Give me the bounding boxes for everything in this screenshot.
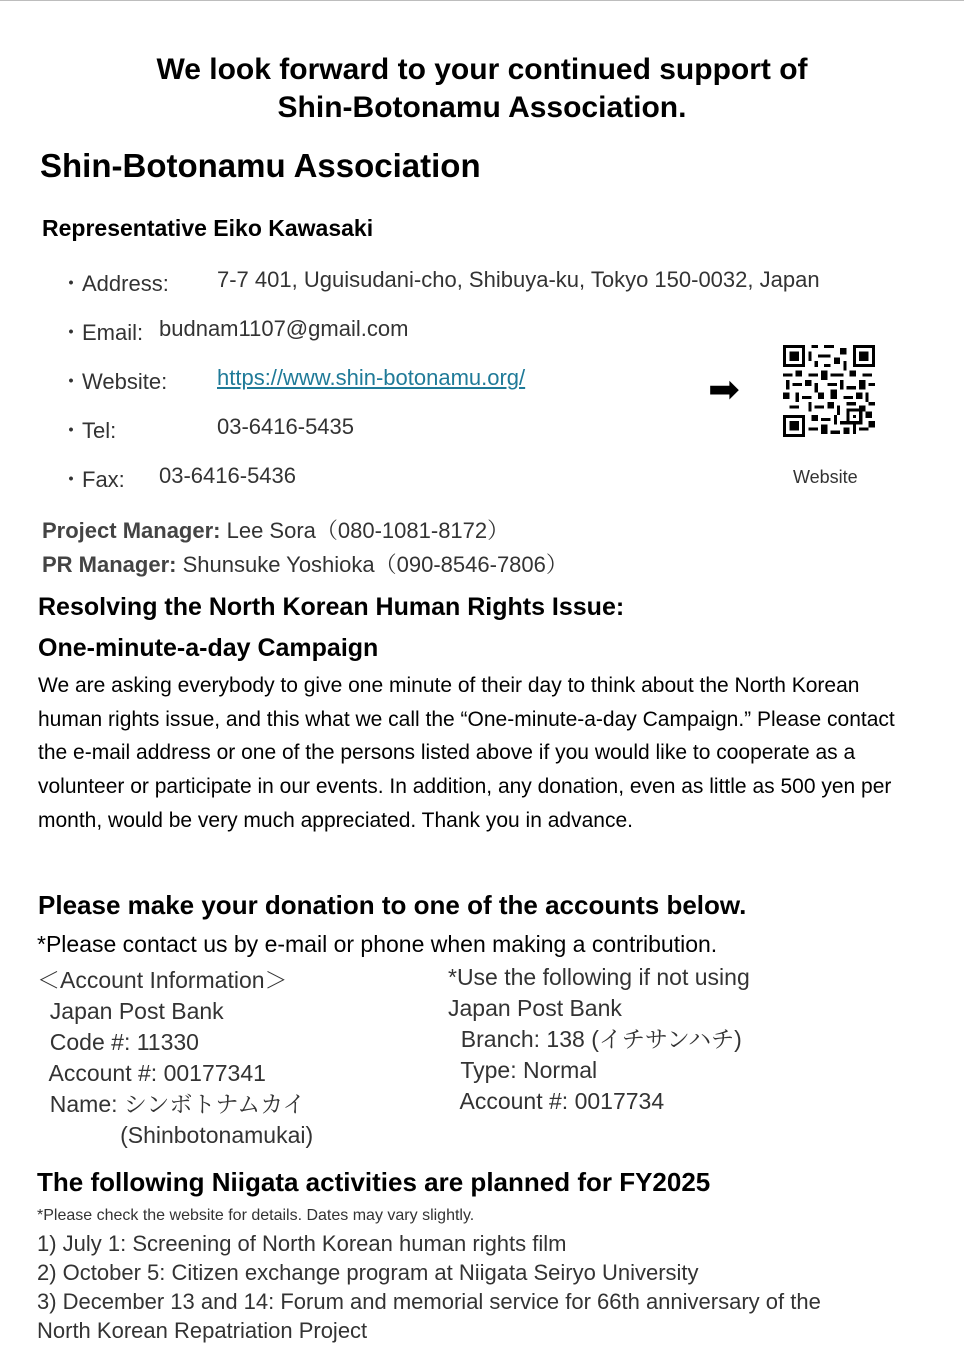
account-right-line: Account #: 0017734 xyxy=(448,1088,665,1114)
campaign-body: We are asking everybody to give one minute of their day to think about the North Korean human rights issue, and this what we call the “One-minute-a-day Campaign.” Please contact the e-mail address or one of the persons listed above if you would like to cooperate as a volunteer or participate in our events. In addition, any donation, even as little as 500 yen per month, would be very much appreciated. Thank you in advance. xyxy=(38,674,895,832)
account-right-line: Branch: 138 (イチサンハチ) xyxy=(448,1026,742,1052)
donation-title: Please make your donation to one of the accounts below. xyxy=(38,890,747,920)
activity-item: 2) October 5: Citizen exchange program at Niigata Seiryo University xyxy=(37,1260,699,1285)
donation-note: *Please contact us by e-mail or phone when making a contribution. xyxy=(37,931,718,957)
account-left-line: ＜Account Information＞ xyxy=(37,967,288,993)
account-left-line: Name: シンボトナムカイ xyxy=(37,1091,306,1117)
activity-item: North Korean Repatriation Project xyxy=(37,1318,368,1343)
website-row xyxy=(60,365,660,393)
website-label: ・Website: xyxy=(60,369,168,394)
headline-line-2: Shin-Botonamu Association. xyxy=(277,91,687,124)
address-row xyxy=(60,267,920,295)
activity-item: 1) July 1: Screening of North Korean human rights film xyxy=(37,1231,567,1256)
pr-manager-label: PR Manager: xyxy=(42,552,177,577)
email-label: ・Email: xyxy=(60,320,144,345)
pr-manager xyxy=(42,548,568,579)
account-right-line: *Use the following if not using xyxy=(448,964,750,990)
representative: Representative Eiko Kawasaki xyxy=(42,215,374,241)
organization-name: Shin-Botonamu Association xyxy=(40,147,481,184)
tel-value: 03-6416-5435 xyxy=(217,414,355,439)
activities-note: *Please check the website for details. Dates may vary slightly. xyxy=(37,1207,475,1224)
project-manager xyxy=(42,514,509,545)
project-manager-label: Project Manager: xyxy=(42,518,221,543)
pr-manager-value: Shunsuke Yoshioka（090-8546-7806） xyxy=(176,552,568,577)
email-value[interactable]: budnam1107@gmail.com xyxy=(159,316,409,341)
account-left-line: Code #: 11330 xyxy=(37,1029,199,1055)
account-left-line: (Shinbotonamukai) xyxy=(37,1122,314,1148)
qr-caption: Website xyxy=(793,467,858,487)
fax-label: ・Fax: xyxy=(60,467,125,492)
account-left-line: Account #: 00177341 xyxy=(37,1060,266,1086)
project-manager-value: Lee Sora（080-1081-8172） xyxy=(220,518,510,543)
account-right-line: Type: Normal xyxy=(448,1057,598,1083)
qr-code-icon[interactable] xyxy=(783,345,875,437)
account-info-left xyxy=(37,965,313,1151)
address-label: ・Address: xyxy=(60,271,169,296)
activities-title: The following Niigata activities are planned for FY2025 xyxy=(37,1167,711,1197)
email-row xyxy=(60,316,660,344)
tel-row xyxy=(60,414,660,442)
tel-label: ・Tel: xyxy=(60,418,117,443)
activity-item: 3) December 13 and 14: Forum and memorial service for 66th anniversary of the xyxy=(37,1289,821,1314)
arrow-right-icon: ➡ xyxy=(708,369,740,411)
account-info-right xyxy=(448,962,750,1117)
fax-value: 03-6416-5436 xyxy=(159,463,297,488)
account-right-line: Japan Post Bank xyxy=(448,995,622,1021)
account-left-line: Japan Post Bank xyxy=(37,998,224,1024)
headline-line-1: We look forward to your continued support of xyxy=(156,53,808,86)
campaign-title-line-1: Resolving the North Korean Human Rights Issue: xyxy=(38,593,625,621)
fax-row xyxy=(60,463,660,491)
address-value: 7-7 401, Uguisudani-cho, Shibuya-ku, Tokyo 150-0032, Japan xyxy=(217,267,820,292)
website-link[interactable]: https://www.shin-botonamu.org/ xyxy=(217,365,526,390)
campaign-title-line-2: One-minute-a-day Campaign xyxy=(38,634,379,662)
